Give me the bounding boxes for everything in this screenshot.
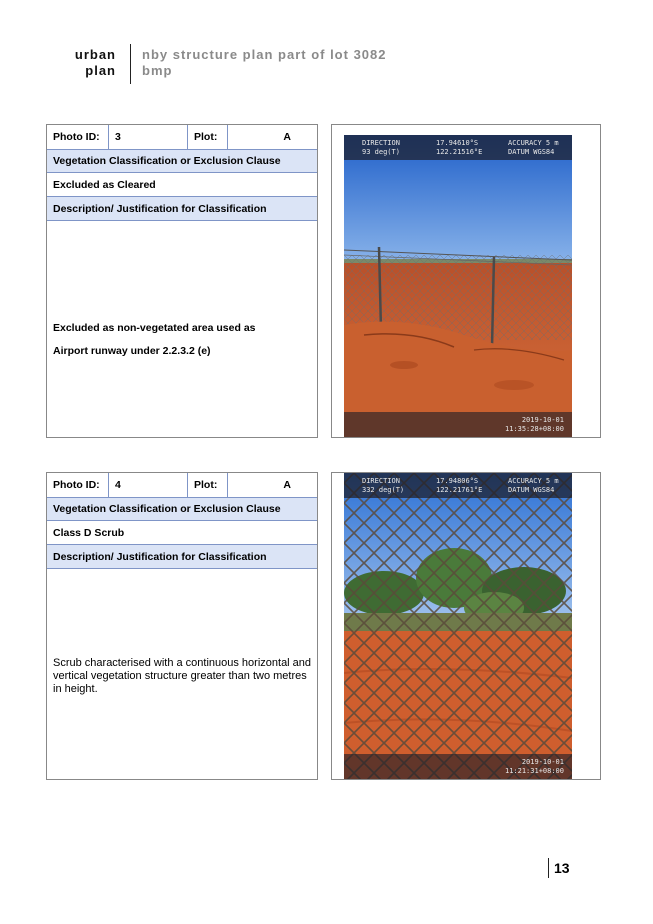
stamp-direction-value: 93 deg(T) xyxy=(362,148,400,156)
stamp-coordinates xyxy=(436,477,482,495)
stamp-accuracy xyxy=(508,139,559,157)
stamp-datum: DATUM WGS84 xyxy=(508,486,555,494)
document-title-line-2: bmp xyxy=(142,63,173,78)
site-photo-airport-fence xyxy=(344,135,572,437)
description-heading: Description/ Justification for Classification xyxy=(47,545,317,569)
photo-record-4 xyxy=(46,472,601,780)
classification-value: Class D Scrub xyxy=(47,521,317,545)
plot-label: Plot: xyxy=(188,125,228,149)
stamp-datetime xyxy=(505,758,564,776)
brand-line-2: plan xyxy=(85,63,116,78)
description-heading: Description/ Justification for Classification xyxy=(47,197,317,221)
stamp-accuracy xyxy=(508,477,559,495)
page-number: 13 xyxy=(554,860,570,876)
stamp-direction-label: DIRECTION xyxy=(362,477,400,485)
photo-gps-stamp xyxy=(344,135,572,160)
record-info-table xyxy=(46,124,318,438)
stamp-lon: 122.21761°E xyxy=(436,486,483,494)
brand-logo xyxy=(62,47,116,79)
description-line-1: Excluded as non-vegetated area used as xyxy=(53,322,256,334)
stamp-datum: DATUM WGS84 xyxy=(508,148,555,156)
photo-gps-stamp xyxy=(344,473,572,498)
description-text xyxy=(53,317,315,363)
plot-value: A xyxy=(283,479,291,491)
photo-time-stamp xyxy=(344,754,572,779)
photo-id-label: Photo ID: xyxy=(47,125,109,149)
site-photo-illustration xyxy=(344,135,572,437)
stamp-date: 2019-10-01 xyxy=(521,416,564,424)
stamp-direction-label: DIRECTION xyxy=(362,139,400,147)
photo-id-row xyxy=(47,473,317,498)
photo-frame xyxy=(331,124,601,438)
stamp-direction-value: 332 deg(T) xyxy=(362,486,405,494)
stamp-accuracy-value: ACCURACY 5 m xyxy=(508,477,559,485)
site-photo-illustration xyxy=(344,473,572,779)
page-number-divider xyxy=(548,858,549,878)
stamp-time: 11:21:31+08:00 xyxy=(504,767,564,775)
stamp-direction xyxy=(362,139,400,157)
brand-line-1: urban xyxy=(74,47,116,62)
description-line-2: Airport runway under 2.2.3.2 (e) xyxy=(53,345,211,357)
photo-frame xyxy=(331,472,601,780)
site-photo-scrub-fence xyxy=(344,473,572,779)
plot-label: Plot: xyxy=(188,473,228,497)
stamp-accuracy-value: ACCURACY 5 m xyxy=(508,139,559,147)
document-title xyxy=(142,47,387,79)
stamp-datetime xyxy=(505,416,564,434)
photo-id-row xyxy=(47,125,317,150)
photo-id-label: Photo ID: xyxy=(47,473,109,497)
photo-time-stamp xyxy=(344,412,572,437)
stamp-lat: 17.94610°S xyxy=(436,139,479,147)
vegetation-heading: Vegetation Classification or Exclusion Clause xyxy=(47,498,317,521)
photo-record-3 xyxy=(46,124,601,438)
header-divider xyxy=(130,44,131,84)
photo-id-value: 4 xyxy=(109,473,188,497)
stamp-date: 2019-10-01 xyxy=(521,758,564,766)
stamp-time: 11:35:28+08:00 xyxy=(504,425,564,433)
stamp-lat: 17.94806°S xyxy=(436,477,479,485)
plot-value: A xyxy=(283,131,291,143)
stamp-coordinates xyxy=(436,139,482,157)
stamp-lon: 122.21516°E xyxy=(436,148,483,156)
classification-value: Excluded as Cleared xyxy=(47,173,317,197)
vegetation-heading: Vegetation Classification or Exclusion Clause xyxy=(47,150,317,173)
stamp-direction xyxy=(362,477,404,495)
record-info-table xyxy=(46,472,318,780)
description-text: Scrub characterised with a continuous horizontal and vertical vegetation structure greater than two metres in height. xyxy=(53,657,312,695)
photo-id-value: 3 xyxy=(109,125,188,149)
document-title-line-1: nby structure plan part of lot 3082 xyxy=(142,47,387,62)
